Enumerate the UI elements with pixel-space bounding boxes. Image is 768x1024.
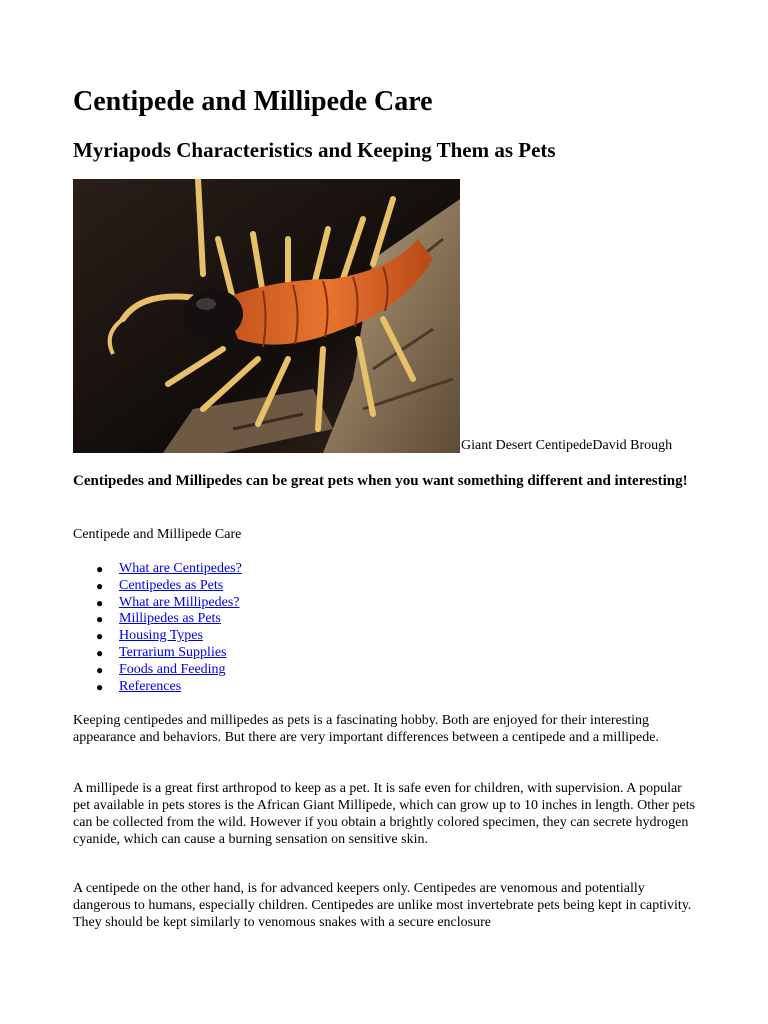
toc-link-millipedes-as-pets[interactable]: Millipedes as Pets bbox=[119, 611, 221, 627]
bullet-icon: ● bbox=[96, 662, 104, 677]
bullet-icon: ● bbox=[96, 679, 104, 694]
toc-item bbox=[73, 578, 242, 595]
toc-link-foods-and-feeding[interactable]: Foods and Feeding bbox=[119, 661, 226, 677]
toc-item bbox=[73, 611, 242, 628]
toc-link-what-are-millipedes[interactable]: What are Millipedes? bbox=[119, 594, 240, 610]
page-title: Centipede and Millipede Care bbox=[73, 86, 433, 117]
toc-link-references[interactable]: References bbox=[119, 678, 182, 694]
table-of-contents bbox=[73, 561, 242, 695]
paragraph-intro: Keeping centipedes and millipedes as pets is a fascinating hobby. Both are enjoyed for their interesting appearance and behaviors. But there are very important differences between a centipede and a millipede. bbox=[73, 713, 659, 745]
bullet-icon: ● bbox=[96, 578, 104, 593]
toc-link-housing-types[interactable]: Housing Types bbox=[119, 628, 203, 644]
lead-text: Centipedes and Millipedes can be great pets when you want something different and interesting! bbox=[73, 473, 688, 489]
toc-item bbox=[73, 595, 242, 612]
toc-heading: Centipede and Millipede Care bbox=[73, 527, 242, 542]
paragraph-millipede: A millipede is a great first arthropod to keep as a pet. It is safe even for children, with supervision. A popular pet available in pets stores is the African Giant Millipede, which can grow up to 10 inches in length. Other pets can be collected from the wild. However if you obtain a brightly colored specimen, they can secrete hydrogen cyanide, which can cause a burning sensation on sensitive skin. bbox=[73, 781, 696, 847]
figure bbox=[73, 179, 693, 454]
bullet-icon: ● bbox=[96, 595, 104, 610]
bullet-icon: ● bbox=[96, 645, 104, 660]
toc-item bbox=[73, 679, 242, 696]
centipede-photo bbox=[73, 179, 460, 453]
toc-item bbox=[73, 662, 242, 679]
bullet-icon: ● bbox=[96, 629, 104, 644]
toc-link-centipedes-as-pets[interactable]: Centipedes as Pets bbox=[119, 577, 224, 593]
paragraph-centipede: A centipede on the other hand, is for advanced keepers only. Centipedes are venomous and potentially dangerous to humans, especially children. Centipedes are unlike most invertebrate pets being kept in captivity. They should be kept similarly to venomous snakes with a secure enclosure bbox=[73, 881, 692, 930]
bullet-icon: ● bbox=[96, 562, 104, 576]
toc-link-what-are-centipedes[interactable]: What are Centipedes? bbox=[119, 561, 242, 576]
toc-item bbox=[73, 645, 242, 662]
bullet-icon: ● bbox=[96, 612, 104, 627]
toc-link-terrarium-supplies[interactable]: Terrarium Supplies bbox=[119, 644, 227, 660]
image-caption: Giant Desert CentipedeDavid Brough bbox=[461, 438, 673, 453]
page-subtitle: Myriapods Characteristics and Keeping Them as Pets bbox=[73, 138, 556, 162]
toc-item bbox=[73, 561, 242, 578]
toc-item bbox=[73, 628, 242, 645]
